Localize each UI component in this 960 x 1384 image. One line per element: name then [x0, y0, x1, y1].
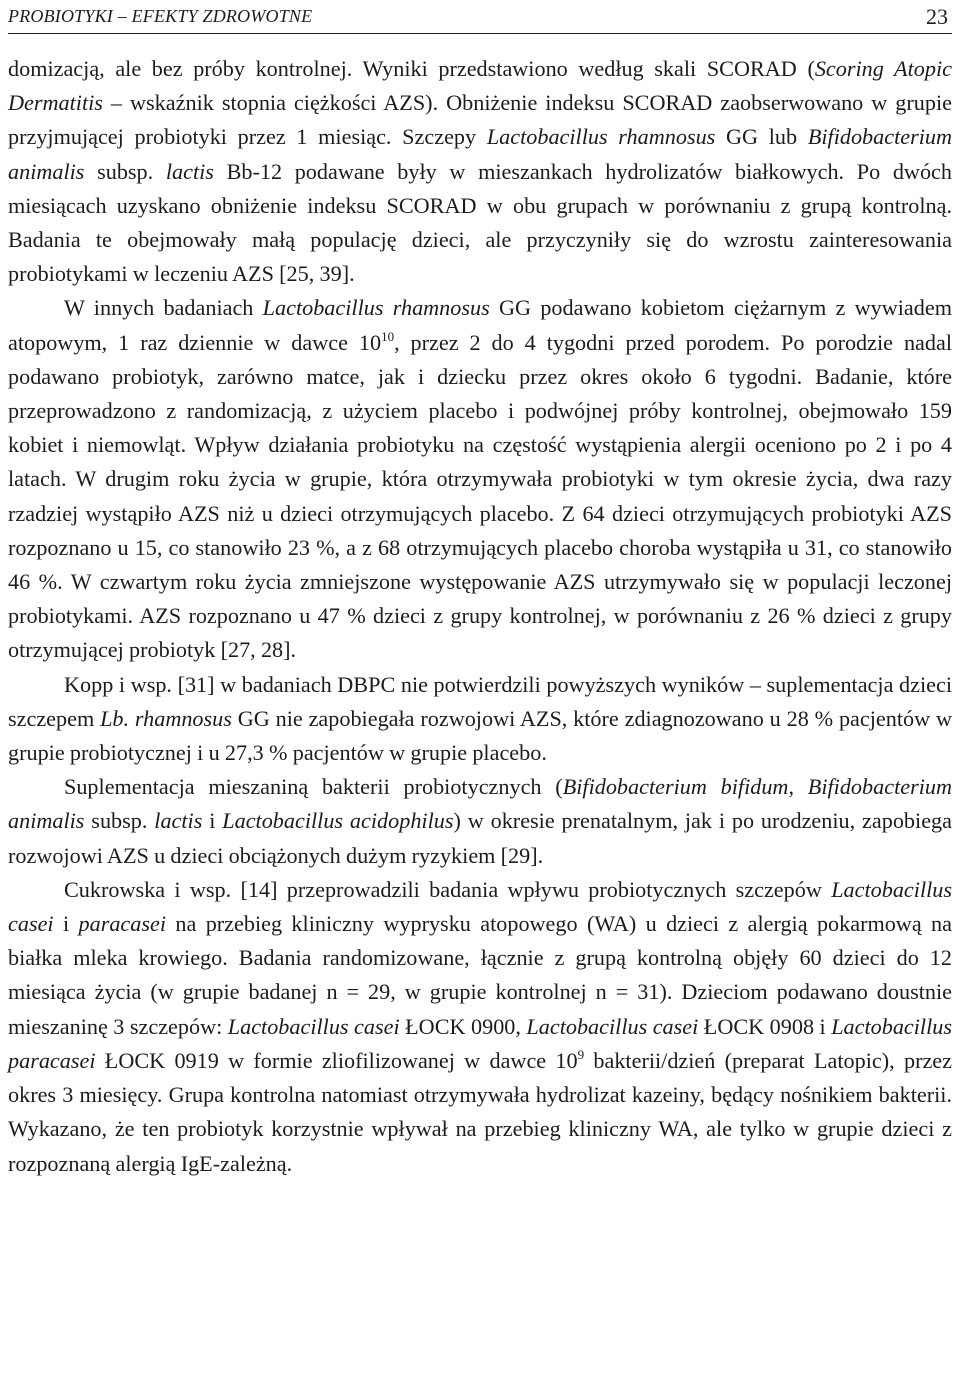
text-run: Cukrowska i wsp. [14] przeprowadzili badania wpływu probiotycznych szczepów — [64, 876, 832, 902]
italic-text-run: Lactobacillus paracasei — [8, 1013, 952, 1073]
text-run: domizacją, ale bez próby kontrolnej. Wyniki przedstawiono według skali SCORAD ( — [8, 56, 815, 81]
paragraph-2 — [8, 291, 952, 667]
italic-text-run: Scoring Atopic Dermatitis — [8, 56, 952, 116]
italic-text-run: Lb. rhamnosus — [100, 705, 232, 731]
running-title: PROBIOTYKI – EFEKTY ZDROWOTNE — [8, 6, 313, 26]
text-run: GG nie zapobiegała rozwojowi AZS, które zdiagnozowano u 28 % pacjentów w grupie probiotycznej i u 27,3 % pacjentów w grupie placebo. — [8, 705, 952, 766]
text-run: Suplementacja mieszaniną bakterii probiotycznych ( — [64, 774, 563, 800]
text-run: na przebieg kliniczny wyprysku atopowego (WA) u dzieci z alergią pokarmową na białka mleka krowiego. Badania randomizowane, łącznie z grupą kontrolną objęły 60 dzieci do 12 miesiąca życia (w grupie badanej n = 29, w grupie kontrolnej n = 31). Dzieciom podawano doustnie mieszaninę 3 szczepów: — [8, 911, 952, 1039]
text-run: ) w okresie prenatalnym, jak i po urodzeniu, zapobiega rozwojowi AZS u dzieci obciążonych dużym ryzykiem [29]. — [8, 808, 952, 868]
italic-text-run: Bifidobacterium animalis — [8, 124, 953, 184]
text-run: i — [53, 911, 79, 937]
text-run: subsp. — [84, 808, 155, 834]
running-header — [8, 4, 952, 29]
text-run: , przez 2 do 4 tygodni przed porodem. Po porodzie nadal podawano probiotyk, zarówno matce, jak i dziecku przez okres około 6 tygodni. Badanie, które przeprowadzono z randomizacją, z użyciem placebo i podwójnej próby kontrolnej, obejmowało 159 kobiet i niemowląt. Wpływ działania probiotyku na częstość wystąpienia alergii oceniono po 2 i po 4 latach. W drugim roku życia w grupie, która otrzymywała probiotyki w tym okresie życia, dwa razy rzadziej wystąpiło AZS niż u dzieci otrzymujących placebo. Z 64 dzieci otrzymujących probiotyki AZS rozpoznano u 15, co stanowiło 23 %, a z 68 otrzymujących placebo choroba wystąpiła u 31, co stanowiło 46 %. W czwartym roku życia zmniejszone występowanie AZS utrzymywało się w populacji leczonej probiotykami. AZS rozpoznano u 47 % dzieci z grupy kontrolnej, w porównaniu z 26 % dzieci z grupy otrzymującej probiotyk [27, 28]. — [8, 329, 952, 663]
italic-text-run: Bifidobacterium bifidum — [562, 774, 789, 800]
italic-text-run: lactis — [154, 808, 203, 834]
text-run: ŁOCK 0919 w formie zliofilizowanej w dawce 10 — [95, 1047, 578, 1073]
text-run: Kopp i wsp. [31] w badaniach DBPC nie potwierdzili powyższych wyników – suplementacja dzieci szczepem — [8, 671, 952, 731]
italic-text-run: lactis — [165, 158, 214, 184]
italic-text-run: Bifidobacterium animalis — [8, 774, 952, 834]
italic-text-run: Lactobacillus casei — [8, 876, 952, 937]
text-run: GG lub — [715, 124, 808, 150]
body-text — [8, 52, 952, 1181]
italic-text-run: Lactobacillus rhamnosus — [262, 295, 490, 321]
text-run: i — [202, 808, 223, 834]
paragraph-4 — [8, 770, 952, 873]
text-run: – wskaźnik stopnia ciężkości AZS). Obniżenie indeksu SCORAD zaobserwowano w grupie przyjmującej probiotyki przez 1 miesiąc. Szczepy — [8, 90, 952, 150]
page-number: 23 — [926, 4, 948, 29]
text-run: ŁOCK 0900, — [399, 1013, 527, 1039]
italic-text-run: paracasei — [78, 911, 167, 937]
paragraph-3 — [8, 668, 952, 771]
text-run: Bb-12 podawane były w mieszankach hydrolizatów białkowych. Po dwóch miesiącach uzyskano obniżenie indeksu SCORAD w obu grupach w porównaniu z grupą kontrolną. Badania te obejmowały małą populację dzieci, ale przyczyniły się do wzrostu zainteresowania probiotykami w leczeniu AZS [25, 39]. — [8, 158, 952, 287]
paragraph-1 — [8, 52, 952, 291]
superscript: 9 — [577, 1046, 585, 1062]
text-run: ŁOCK 0908 i — [698, 1013, 832, 1039]
italic-text-run: Lactobacillus acidophilus — [222, 808, 454, 834]
text-run: W innych badaniach — [64, 295, 263, 321]
paragraph-5 — [8, 873, 952, 1181]
superscript: 10 — [381, 328, 395, 344]
header-rule — [8, 33, 952, 34]
italic-text-run: Lactobacillus casei — [227, 1013, 400, 1039]
text-run: , — [788, 774, 808, 800]
text-run: GG podawano kobietom ciężarnym z wywiadem atopowym, 1 raz dziennie w dawce 10 — [8, 295, 952, 355]
italic-text-run: Lactobacillus casei — [526, 1013, 699, 1039]
text-run: subsp. — [84, 158, 166, 184]
text-run: bakterii/dzień (preparat Latopic), przez okres 3 miesięcy. Grupa kontrolna natomiast otrzymywała hydrolizat kazeiny, będący nośnikiem bakterii. Wykazano, że ten probiotyk korzystnie wpływał na przebieg kliniczny WA, ale tylko w grupie dzieci z rozpoznaną alergią IgE-zależną. — [8, 1047, 952, 1176]
italic-text-run: Lactobacillus rhamnosus — [486, 124, 716, 150]
